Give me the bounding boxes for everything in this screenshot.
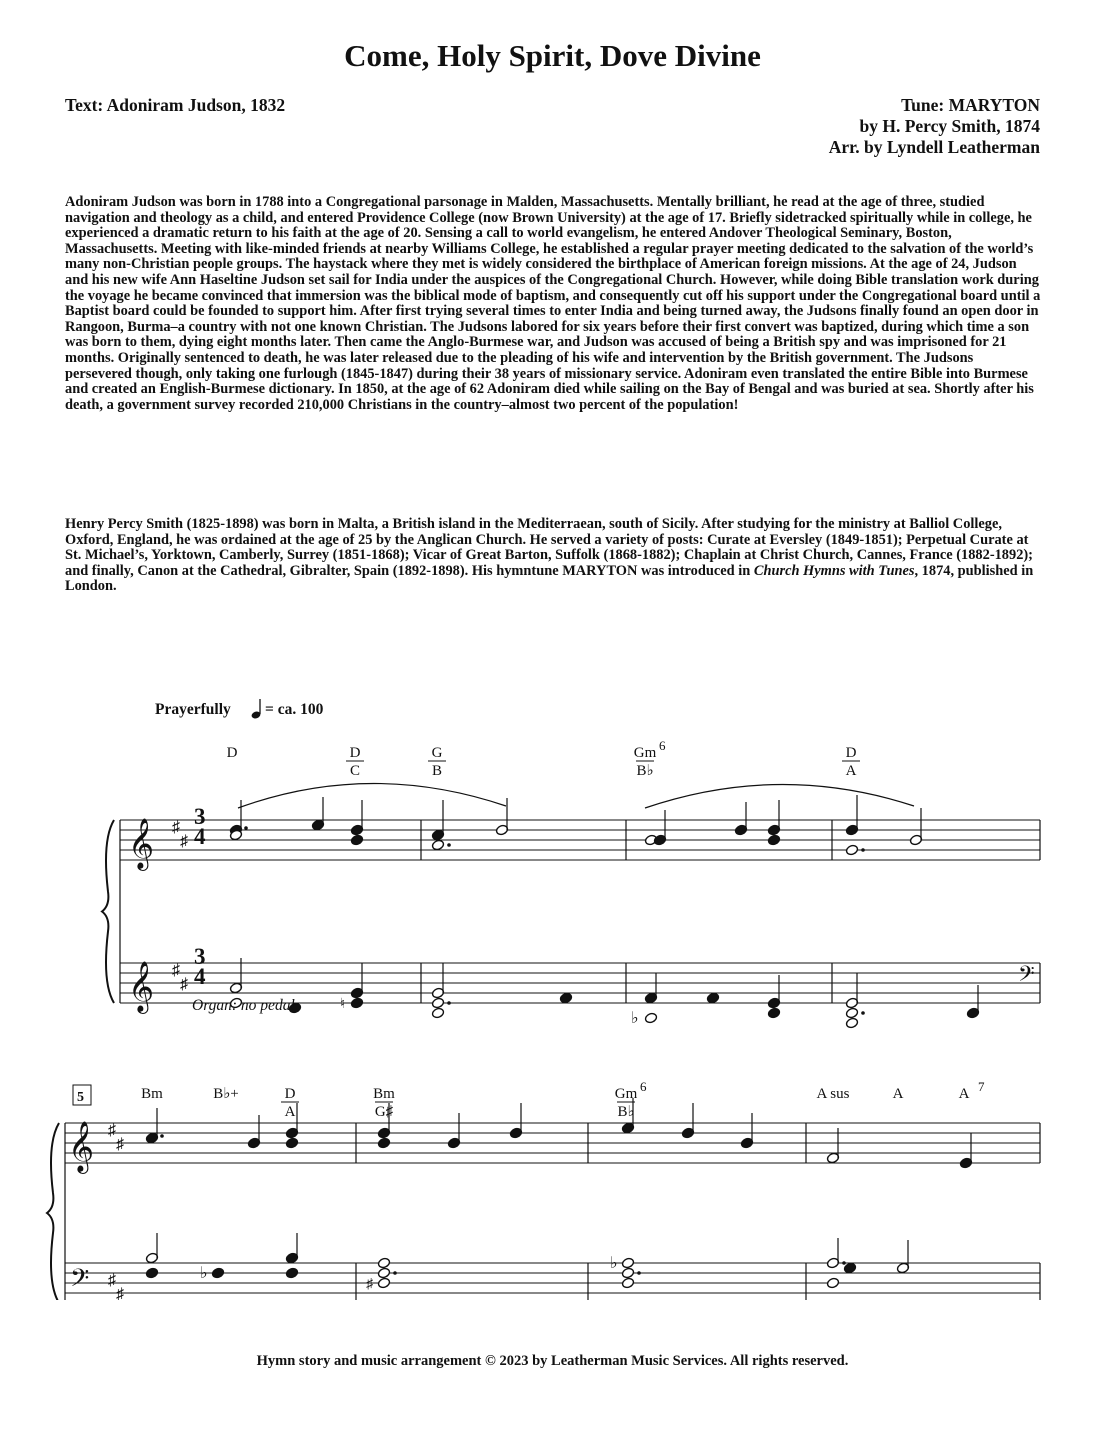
augmentation-dot (861, 1011, 865, 1015)
chord-extension: 6 (640, 1079, 647, 1094)
system-brace (47, 1123, 59, 1300)
chord-symbol (842, 745, 860, 779)
chord-root: Gm (633, 745, 657, 761)
augmentation-dot (637, 1271, 641, 1275)
chord-symbol (373, 1086, 395, 1120)
half-note (377, 1257, 391, 1269)
system1-chords (227, 738, 860, 779)
quarter-note (350, 997, 364, 1009)
augmentation-dot (393, 1271, 397, 1275)
key-sharp-c: ♯ (180, 976, 188, 993)
treble-clef-icon: 𝄞 (68, 1122, 95, 1171)
quarter-note (767, 1007, 781, 1019)
chord-bass: C (349, 763, 361, 779)
chord-bass: G♯ (374, 1104, 394, 1120)
natural-sign: ♮ (340, 997, 346, 1012)
half-note (377, 1267, 391, 1279)
key-sharp-f: ♯ (172, 962, 180, 979)
chord-symbol (281, 1086, 299, 1120)
system2-staves (47, 1098, 1040, 1300)
augmentation-dot (447, 1001, 451, 1005)
half-note (431, 839, 445, 851)
tune-name: Tune: MARYTON (901, 95, 1040, 115)
chord-root: Gm (614, 1086, 638, 1102)
chord-bass: A (845, 763, 857, 779)
story-text: Henry Percy Smith (1825-1898) was born in Malta, a British island in the Mediterraean, south of Sicily. After studying for the ministry at Balliol College, Oxford, England, he was ordained at the age of 25 by the Anglican Church. He served a variety of posts: Curate at Eversley (1849-1851); Perpetual Curate at St. Michael’s, Yorktown, Camberly, Surrey (1851-1868); Vicar of Great Barton, Suffolk (1868-1882); Chaplain at Christ Church, Cannes, France (1882-1892); and finally, Canon at the Cathedral, Gibralter, Spain (1892-1898). His hymntune MARYTON was introduced in (65, 516, 1033, 579)
half-note (431, 1007, 445, 1019)
quarter-note (377, 1137, 391, 1149)
quarter-note (706, 992, 720, 1004)
chord-extension: 6 (659, 738, 666, 753)
treble-clef-icon: 𝄞 (128, 819, 155, 868)
slur (238, 783, 506, 808)
time-signature-top-lower: 3 (194, 944, 206, 969)
chord-extension: 7 (978, 1079, 985, 1094)
augmentation-dot (160, 1134, 164, 1138)
key-sharp-f: ♯ (172, 819, 180, 836)
chord-symbol (893, 1086, 904, 1102)
chord-bass: B♭ (636, 763, 654, 779)
copyright-footer: Hymn story and music arrangement © 2023 by Leatherman Music Services. All rights reserved. (256, 1353, 849, 1369)
chord-symbol (141, 1086, 163, 1102)
half-note (621, 1267, 635, 1279)
chord-bass: B (431, 763, 443, 779)
chord-symbol (615, 1079, 647, 1120)
augmentation-dot (842, 1261, 846, 1265)
time-signature-bottom: 4 (194, 824, 206, 849)
chord-root: A sus (816, 1086, 850, 1102)
half-note (826, 1277, 840, 1289)
key-sharp-f: ♯ (108, 1272, 116, 1289)
time-signature-bottom-lower: 4 (194, 964, 206, 989)
page-title: Come, Holy Spirit, Dove Divine (344, 38, 761, 73)
treble-clef-icon: 𝄞 (128, 962, 155, 1011)
chord-bass: B♭ (617, 1104, 635, 1120)
measure-number: 5 (77, 1090, 84, 1105)
tempo-marking: Prayerfully (155, 701, 231, 718)
book-title: Church Hymns with Tunes (753, 562, 915, 579)
quarter-note (285, 1267, 299, 1279)
system1-staves (102, 783, 1040, 1029)
chord-root: D (349, 745, 361, 761)
key-sharp-f: ♯ (108, 1122, 116, 1139)
half-note (377, 1277, 391, 1289)
chord-root: Bm (373, 1086, 395, 1102)
bass-clef-icon: 𝄢 (1018, 962, 1035, 991)
half-note (845, 844, 859, 856)
chord-symbol (213, 1086, 239, 1102)
quarter-note (145, 1267, 159, 1279)
key-sharp-c: ♯ (116, 1136, 124, 1153)
flat-sign: ♭ (200, 1265, 208, 1282)
text-credit: Text: Adoniram Judson, 1832 (65, 95, 286, 115)
tune-credit (829, 95, 1040, 158)
chord-symbol (817, 1086, 850, 1102)
chord-symbol (634, 738, 666, 779)
chord-root: G (431, 745, 443, 761)
chord-symbol (959, 1079, 985, 1102)
key-sharp-c: ♯ (180, 833, 188, 850)
half-note (621, 1257, 635, 1269)
system-brace (102, 820, 114, 1003)
quarter-note (211, 1267, 225, 1279)
key-sharp-c: ♯ (116, 1286, 124, 1300)
story-paragraph-smith (65, 517, 1043, 595)
augmentation-dot (861, 848, 865, 852)
chord-root: D (226, 745, 238, 761)
time-signature-top: 3 (194, 804, 206, 829)
quarter-note (285, 1137, 299, 1149)
bass-clef-icon: 𝄢 (70, 1265, 90, 1298)
tempo-value: = ca. 100 (265, 701, 324, 718)
half-note (621, 1277, 635, 1289)
story-text-end: , 1874, published in London. (65, 562, 1034, 595)
sharp-sign: ♯ (366, 1277, 373, 1292)
chord-symbol (346, 745, 364, 779)
chord-bass: A (284, 1104, 296, 1120)
chord-root: A (892, 1086, 904, 1102)
quarter-note (559, 992, 573, 1004)
quarter-note (350, 834, 364, 846)
augmentation-dot (244, 826, 248, 830)
half-note (431, 997, 445, 1009)
chord-symbol (227, 745, 238, 761)
story-paragraph-judson: Adoniram Judson was born in 1788 into a Congregational parsonage in Malden, Massachusetts. Mentally brilliant, he read at the age of three, studied navigation and theology as a child, and entered Providence College (now Brown University) at the age of 17. Briefly sidetracked spiritually while in college, he experienced a dramatic return to his faith at the age of 20. Sensing a call to world evangelism, he entered Andover Theological Seminary, Boston, Massachusetts. Meeting with like-minded friends at nearby Williams College, he established a regular prayer meeting dedicated to the salvation of the world’s many non-Christian people groups. The haystack where they met is widely considered the birthplace of American foreign missions. At the age of 24, Judson and his new wife Ann Haseltine Judson set sail for India under the auspices of the Congregational Church. However, while doing Bible translation work during the voyage he became convinced that immersion was the biblical mode of baptism, and consequently cut off his support under the Congregational board until a Baptist board could be founded to support him. After first trying several times to enter India and being turned away, the Judsons finally found an open door in Rangoon, Burma–a country with not one known Christian. The Judsons labored for six years before their first convert was baptized, during which time a son was born to them, dying eight months later. Then came the Anglo-Burmese war, and Judson was accused of being a British spy and was imprisoned for 21 months. Originally sentenced to death, he was later released due to the pleading of his wife and intervention by the British government. The Judsons persevered though, only taking one furlough (1845-1847) during their 38 years of missionary service. Adoniram even translated the entire Bible into Burmese and created an English-Burmese dictionary. In 1850, at the age of 62 Adoniram died while sailing on the Bay of Bengal and was buried at sea. Shortly after his death, a government survey recorded 210,000 Christians in the country–almost two percent of the population! (65, 194, 1041, 413)
tune-composer: by H. Percy Smith, 1874 (859, 116, 1040, 136)
half-note (644, 1012, 658, 1024)
chord-root: D (845, 745, 857, 761)
organ-instruction: Organ: no pedal (192, 997, 295, 1014)
chord-root: A (958, 1086, 970, 1102)
system2-chords (141, 1079, 985, 1120)
flat-sign: ♭ (631, 1010, 639, 1027)
chord-root: D (284, 1086, 296, 1102)
chord-root: B♭+ (213, 1086, 239, 1102)
flat-sign: ♭ (610, 1255, 618, 1272)
half-note (845, 1017, 859, 1029)
arranger: Arr. by Lyndell Leatherman (828, 137, 1040, 157)
quarter-note (767, 834, 781, 846)
chord-root: Bm (141, 1086, 163, 1102)
music-score (0, 680, 1105, 1300)
half-note (845, 1007, 859, 1019)
augmentation-dot (447, 843, 451, 847)
chord-symbol (428, 745, 446, 779)
